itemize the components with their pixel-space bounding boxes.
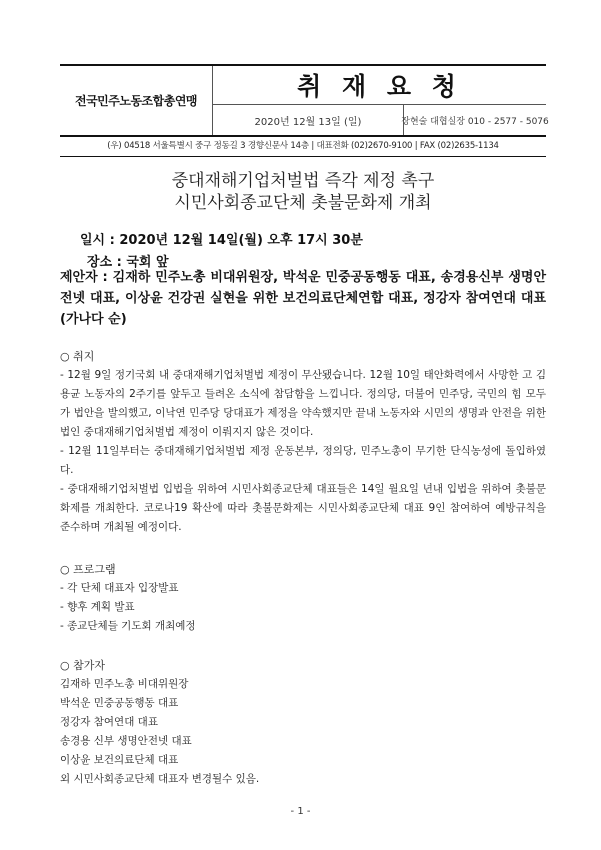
event-proposers: 제안자 : 김재하 민주노총 비대위원장, 박석운 민중공동행동 대표, 송경용신부 생명안전넷 대표, 이상윤 건강권 실현을 위한 보건의료단체연합 대표, 정강자 참여연대 대표 (가나다 순) (60, 270, 546, 327)
paragraph: - 12월 9일 정기국회 내 중대재해기업처벌법 제정이 무산됐습니다. 12월 10일 태안화력에서 사망한 고 김용균 노동자의 2주기를 앞두고 들려온 소식에 참담함을 느낍니다. 정의당, 더불어 민주당, 국민의 힘 모두가 법안을 발의했고, 이낙연 민주당 당대표가 제정을 약속했지만 끝내 노동자와 시민의 생명과 안전을 위한 법인 중대재해기업처벌법 제정이 이뤄지지 않은 것이다. (60, 369, 546, 438)
organization-name: 전국민주노동조합총연맹 (60, 66, 213, 135)
list-item: 김재하 민주노총 비대위원장 (60, 678, 189, 690)
press-header (60, 64, 549, 137)
list-item: - 향후 계획 발표 (60, 601, 135, 613)
list-item: 이상윤 보건의료단체 대표 (60, 754, 179, 766)
list-item: - 종교단체들 기도회 개최예정 (60, 620, 196, 632)
event-place: 장소 : 국회 앞 (87, 255, 169, 270)
event-datetime: 일시 : 2020년 12월 14일(월) 오후 17시 30분 (80, 233, 363, 248)
list-item: - 각 단체 대표자 입장발표 (60, 582, 179, 594)
list-item: 박석운 민중공동행동 대표 (60, 697, 179, 709)
paragraph: - 12월 11일부터는 중대재해기업처벌법 제정 운동본부, 정의당, 민주노총이 무기한 단식농성에 돌입하였다. (60, 445, 546, 476)
participants-section (60, 656, 546, 789)
list-item: 외 시민사회종교단체 대표자 변경될수 있음. (60, 773, 260, 785)
program-section (60, 560, 546, 636)
document-title: 취 재 요 청 (213, 66, 546, 105)
list-item: 정강자 참여연대 대표 (60, 716, 158, 728)
page-number: - 1 - (290, 806, 311, 817)
headline (60, 170, 546, 214)
section-title: ○ 취지 (60, 350, 95, 363)
headline-line-1: 중대재해기업처벌법 즉각 제정 촉구 (171, 171, 435, 191)
headline-line-2: 시민사회종교단체 촛불문화제 개최 (174, 193, 432, 213)
address-line: (우) 04518 서울특별시 중구 정동길 3 경향신문사 14층 | 대표전화 (02)2670-9100 | FAX (02)2635-1134 (60, 138, 546, 157)
purpose-section (60, 347, 546, 537)
document-date: 2020년 12월 13일 (일) (213, 105, 404, 135)
section-title: ○ 참가자 (60, 659, 105, 672)
contact-info: 장현술 대협실장 010 - 2577 - 5076 (401, 116, 549, 127)
list-item: 송경용 신부 생명안전넷 대표 (60, 735, 192, 747)
section-title: ○ 프로그램 (60, 563, 116, 576)
paragraph: - 중대재해기업처벌법 입법을 위하여 시민사회종교단체 대표들은 14일 월요일 년내 입법을 위하여 촛불문화제를 개최한다. 코로나19 확산에 따라 촛불문화제는 시민사회종교단체 대표 9인 참여하여 예방규칙을 준수하며 개최될 예정이다. (60, 483, 546, 533)
